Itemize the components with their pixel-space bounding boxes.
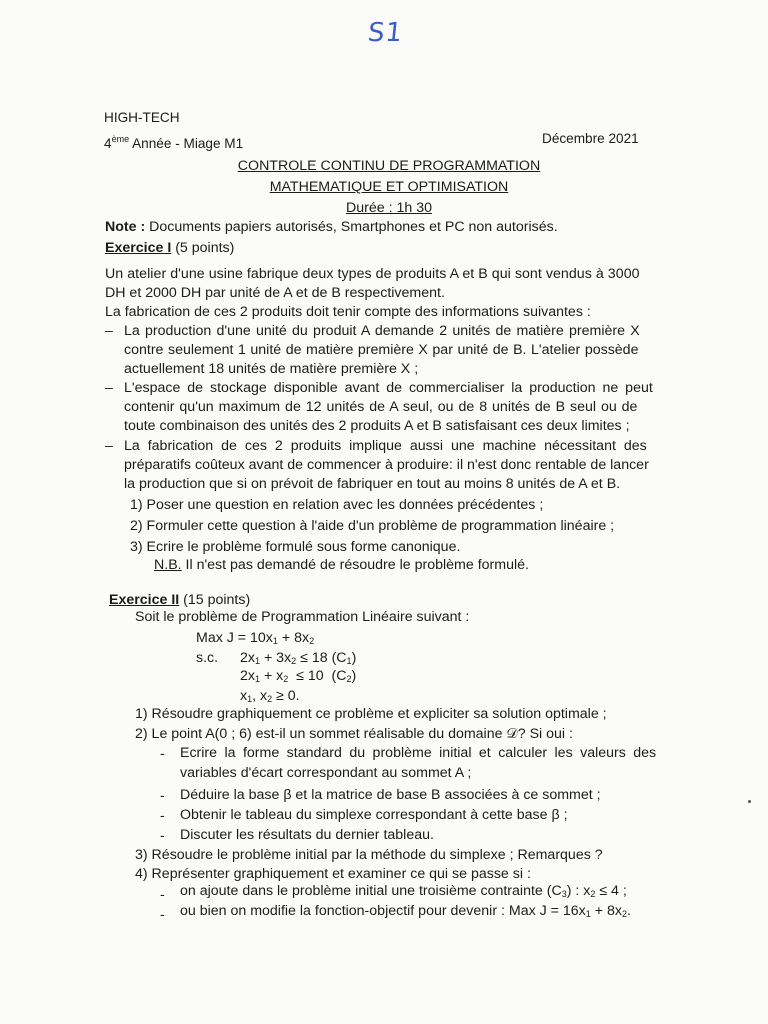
sub-dash: - — [160, 788, 165, 804]
sub-dash: - — [160, 808, 165, 824]
constraint-c2: $2x_1 + x_2 \le 10$ $(C_2)$ — [240, 668, 357, 684]
ex1-paragraph-1-line-2: DH et 2000 DH par unité de A et de B respectivement. — [105, 285, 445, 301]
exercise-2-label: Exercice II — [109, 592, 180, 608]
exercise-1-points: (5 points) — [171, 240, 235, 256]
ex2-sub-4: Discuter les résultats du dernier tableau. — [180, 827, 434, 843]
ex1-bullet-3-line-1: La fabrication de ces 2 produits implique aussi une machine nécessitant des — [124, 438, 647, 454]
ex1-bullet-2-line-1: L'espace de stockage disponible avant de commercialiser la production ne peut — [124, 380, 653, 396]
bullet-dash: – — [105, 380, 113, 396]
year-label: Année - Miage M1 — [129, 136, 244, 151]
duration-text: Durée : 1h 30 — [346, 200, 432, 216]
nb-label: N.B. — [154, 557, 182, 573]
ex1-bullet-2-line-3: toute combinaison des unités des 2 produits A et B satisfaisant ces deux limites ; — [124, 418, 630, 434]
ex1-question-1: 1) Poser une question en relation avec les données précédentes ; — [130, 497, 544, 513]
ex1-bullet-3-line-2: préparatifs coûteux avant de commencer à produire: il n'est donc rentable de lancer — [124, 457, 649, 473]
note-label: Note : — [105, 219, 146, 235]
ex2-question-2: 2) Le point A(0 ; 6) est-il un sommet réalisable du domaine 𝒟? Si oui : — [135, 726, 573, 742]
constraint-c1: $2x_1 + 3x_2 \le 18$ $(C_1)$ — [240, 650, 357, 666]
exercise-1-label: Exercice I — [105, 240, 172, 256]
ex2-question-3: 3) Résoudre le problème initial par la méthode du simplexe ; Remarques ? — [135, 847, 603, 863]
exercise-2-heading — [109, 592, 250, 608]
bullet-dash: – — [105, 438, 113, 454]
nb-text: Il n'est pas demandé de résoudre le problème formulé. — [181, 557, 529, 573]
ex1-bullet-1-line-2: contre seulement 1 unité de matière première X par unité de B. L'atelier possède — [124, 342, 639, 358]
title-line-2 — [0, 179, 768, 195]
ex2-question-1: 1) Résoudre graphiquement ce problème et expliciter sa solution optimale ; — [135, 706, 607, 722]
subject-to-label: s.c. — [196, 650, 219, 666]
handwritten-stamp: S1 — [366, 18, 405, 48]
ex1-paragraph-2: La fabrication de ces 2 produits doit tenir compte des informations suivantes : — [105, 304, 591, 320]
ex2-q4-case-1: on ajoute dans le problème initial une troisième contrainte $(C_3)$ : $x_2 \le 4$ ; — [180, 883, 627, 899]
ex2-intro: Soit le problème de Programmation Linéaire suivant : — [135, 609, 470, 625]
ex1-bullet-1-line-1: La production d'une unité du produit A demande 2 unités de matière première X — [124, 323, 640, 339]
exercise-2-points: (15 points) — [179, 592, 251, 608]
class-label — [104, 134, 243, 151]
note-text: Documents papiers autorisés, Smartphones et PC non autorisés. — [145, 219, 558, 235]
sub-dash: - — [160, 828, 165, 844]
title-line-1-text: CONTROLE CONTINU DE PROGRAMMATION — [237, 158, 541, 174]
title-line-1 — [0, 158, 768, 174]
school-name: HIGH-TECH — [104, 110, 180, 125]
exercise-1-heading — [105, 240, 234, 256]
sub-dash: - — [160, 887, 165, 903]
ex2-sub-1-line-2: variables d'écart correspondant au sommet A ; — [180, 765, 472, 781]
ex2-sub-2: Déduire la base β et la matrice de base B associées à ce sommet ; — [180, 787, 601, 803]
year-number: 4 — [104, 136, 112, 151]
ex2-sub-3: Obtenir le tableau du simplexe correspondant à cette base β ; — [180, 807, 568, 823]
ex1-bullet-1-line-3: actuellement 18 unités de matière première X ; — [124, 361, 419, 377]
ex1-bullet-3-line-3: la production que si on prévoit de fabriquer en tout au moins 8 unités de A et B. — [124, 476, 621, 492]
nonnegativity-constraint: $x_1$, $x_2 \ge 0$. — [240, 688, 300, 704]
ex1-question-3: 3) Ecrire le problème formulé sous forme canonique. — [130, 539, 461, 555]
bullet-dash: – — [105, 323, 113, 339]
objective-function: Max $J = 10x_1 + 8x_2$ — [196, 630, 315, 646]
ex1-paragraph-1-line-1: Un atelier d'une usine fabrique deux types de produits A et B qui sont vendus à 3000 — [105, 266, 640, 282]
ex1-question-2: 2) Formuler cette question à l'aide d'un problème de programmation linéaire ; — [130, 518, 615, 534]
exam-date: Décembre 2021 — [542, 131, 639, 146]
ex2-question-4: 4) Représenter graphiquement et examiner ce qui se passe si : — [135, 866, 531, 882]
note-line — [105, 219, 558, 235]
sub-dash: - — [160, 746, 165, 762]
ex2-q4-case-2: ou bien on modifie la fonction-objectif pour devenir : Max $J = 16x_1 + 8x_2$. — [180, 903, 631, 919]
ex1-nb — [154, 557, 529, 573]
ex2-sub-1-line-1: Ecrire la forme standard du problème initial et calculer les valeurs des — [180, 745, 657, 761]
ex1-bullet-2-line-2: contenir qu'un maximum de 12 unités de A seul, ou de 8 unités de B seul ou de — [124, 399, 638, 415]
sub-dash: - — [160, 907, 165, 923]
scan-speck — [748, 800, 751, 803]
title-line-2-text: MATHEMATIQUE ET OPTIMISATION — [269, 179, 509, 195]
duration — [0, 200, 768, 216]
year-superscript: ème — [111, 134, 130, 144]
